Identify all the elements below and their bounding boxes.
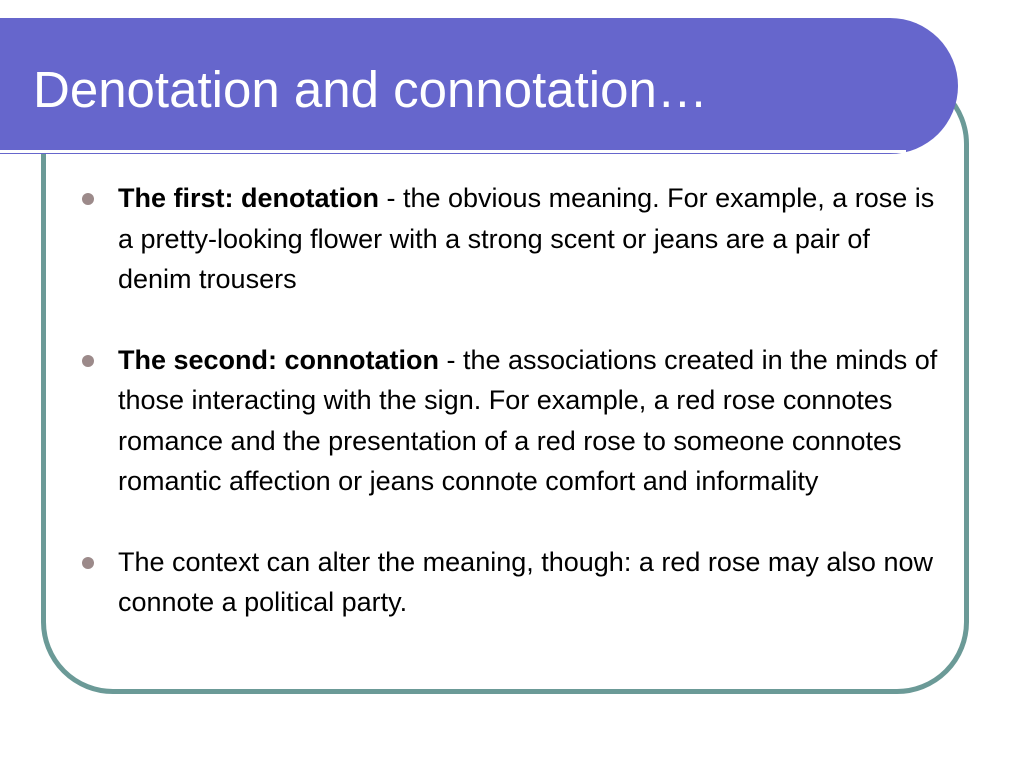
title-underline [0, 150, 906, 153]
bullet-item-denotation [118, 178, 948, 300]
slide-title: Denotation and connotation… [33, 61, 708, 118]
title-bar [0, 18, 958, 154]
bullet-text: - the obvious meaning. For example, a rose is a pretty-looking flower with a strong scent or jeans are a pair of denim trousers [118, 183, 935, 294]
bullet-text: The context can alter the meaning, though: a red rose may also now connote a political party. [118, 546, 933, 617]
bullet-dot-icon [82, 355, 94, 367]
bullet-text: - the associations created in the minds of those interacting with the sign. For example, a red rose connotes romance and the presentation of a red rose to someone connotes romantic affection or jeans connote comfort and informality [118, 344, 938, 496]
bullet-item-context [118, 542, 948, 623]
bullet-dot-icon [82, 193, 94, 205]
bullet-lead: The second: connotation [118, 344, 439, 375]
bullet-item-connotation [118, 340, 948, 502]
bullet-lead: The first: denotation [118, 183, 379, 213]
bullet-dot-icon [82, 557, 94, 569]
bullet-list [118, 178, 948, 663]
